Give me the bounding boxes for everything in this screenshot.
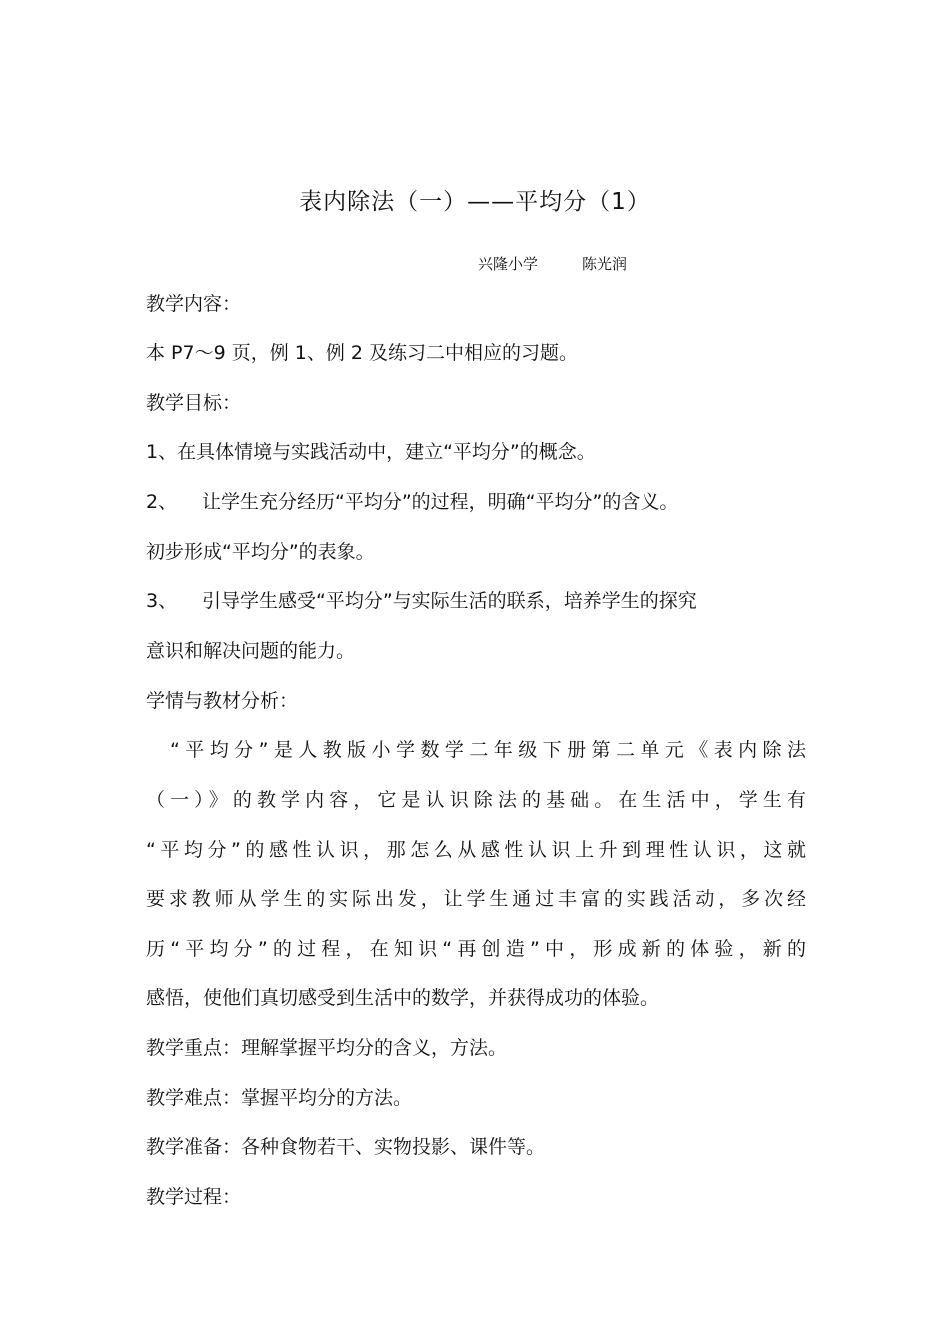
analysis-line: 历“平均分”的过程，在知识“再创造”中，形成新的体验，新的 [146,938,806,960]
goal-text: 初步形成“平均分”的表象。 [146,541,375,563]
goal-text: 让学生充分经历“平均分”的过程，明确“平均分”的含义。 [202,491,679,513]
goal-line [146,636,355,663]
analysis-line: 要求教师从学生的实际出发，让学生通过丰富的实践活动，多次经 [146,888,806,910]
page-title: 表内除法（一）——平均分（1） [299,189,651,215]
key-point: 教学重点：理解掌握平均分的含义，方法。 [146,1037,508,1059]
analysis-line: 感悟，使他们真切感受到生活中的数学，并获得成功的体验。 [146,987,660,1009]
analysis-line: “平均分”是人教版小学数学二年级下册第二单元《表内除法 [170,739,806,761]
preparation: 教学准备：各种食物若干、实物投影、课件等。 [146,1136,546,1158]
goal-text: 引导学生感受“平均分”与实际生活的联系，培养学生的探究 [202,590,697,612]
goal-line [146,487,678,514]
difficulty: 教学难点：掌握平均分的方法。 [146,1087,413,1109]
goal-number: 3、 [146,590,178,612]
analysis-line: “平均分”的感性认识，那怎么从感性认识上升到理性认识，这就 [146,839,806,861]
analysis-heading: 学情与教材分析： [146,690,299,712]
author-school: 兴隆小学 [478,255,539,273]
author-name: 陈光润 [582,255,628,273]
goal-text: 意识和解决问题的能力。 [146,640,356,662]
content-text: 本 P7～9 页，例 1、例 2 及练习二中相应的习题。 [146,342,579,364]
goal-line [146,537,375,564]
goal-text: 1、在具体情境与实践活动中，建立“平均分”的概念。 [146,441,596,463]
content-heading: 教学内容： [146,293,242,315]
analysis-line: （一）》的教学内容，它是认识除法的基础。在生活中，学生有 [146,789,806,811]
goals-heading: 教学目标： [146,392,242,414]
goal-line [146,586,697,613]
goal-number: 2、 [146,491,178,513]
author-line [478,253,627,274]
process-heading: 教学过程： [146,1186,242,1208]
goal-line [146,437,596,464]
